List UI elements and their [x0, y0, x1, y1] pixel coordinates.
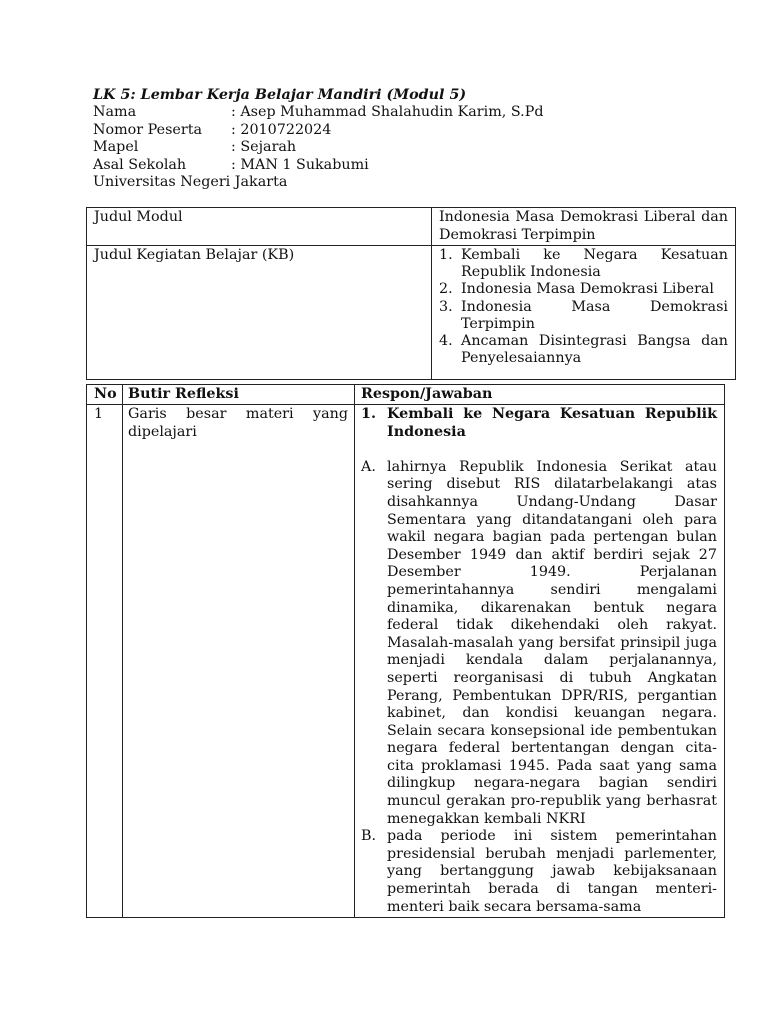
section-number: 1. — [361, 406, 376, 422]
butir-refleksi-text: Garis besar materi yang dipelajari — [123, 405, 355, 918]
section-heading — [361, 406, 717, 441]
field-value: : 2010722024 — [231, 121, 332, 138]
table-row — [87, 208, 736, 246]
list-number: 4. — [439, 333, 453, 350]
kb-label: Judul Kegiatan Belajar (KB) — [87, 246, 432, 380]
paragraph-letter: B. — [361, 828, 377, 845]
paragraph-b — [361, 828, 717, 916]
table-row — [87, 246, 736, 380]
field-value: : Asep Muhammad Shalahudin Karim, S.Pd — [231, 104, 544, 121]
paragraph-text: lahirnya Republik Indonesia Serikat atau sering disebut RIS dilatarbelakangi atas disahkannya Undang-Undang Dasar Sementara yang ditandatangani oleh para wakil negara bagian pada pertengan bulan Desember 1949 dan aktif berdiri sejak 27 Desember 1949. Perjalanan pemerintahannya sendiri mengalami dinamika, dikarenakan bentuk negara federal tidak dikehendaki oleh rakyat. Masalah-masalah yang bersifat prinsipil juga menjadi kendala dalam perjalanannya, seperti reorganisasi di tubuh Angkatan Perang, Pembentukan DPR/RIS, pergantian kabinet, dan kondisi keuangan negara. Selain secara konsepsional ide pembentukan negara federal bertentangan dengan cita-cita proklamasi 1945. Pada saat yang sama dilingkup negara-negara bagian sendiri muncul gerakan pro-republik yang berhasrat menegakkan kembali NKRI — [387, 458, 717, 827]
section-title: Kembali ke Negara Kesatuan Republik Indonesia — [387, 406, 717, 440]
paragraph-text: pada periode ini sistem pemerintahan presidensial berubah menjadi parlementer, yang bertanggung jawab kebijaksanaan pemerintah berada di tangan menteri-menteri baik secara bersama-sama — [387, 828, 717, 915]
field-mapel — [93, 139, 733, 156]
list-item — [439, 281, 728, 298]
column-header-no: No — [87, 385, 123, 405]
university-name: Universitas Negeri Jakarta — [93, 173, 288, 190]
table-header-row — [87, 385, 725, 405]
list-text: Ancaman Disintegrasi Bangsa dan Penyelesaiannya — [461, 333, 728, 367]
field-nomor-peserta — [93, 122, 733, 139]
judul-modul-label: Judul Modul — [87, 208, 432, 246]
field-asal-sekolah — [93, 157, 733, 174]
kb-list — [439, 247, 728, 367]
list-item — [439, 333, 728, 367]
field-value: : Sejarah — [231, 139, 297, 156]
table-row — [87, 405, 725, 918]
column-header-butir: Butir Refleksi — [123, 385, 355, 405]
field-label: Mapel — [93, 139, 139, 156]
list-number: 2. — [439, 281, 453, 298]
module-info-table — [86, 207, 736, 380]
list-text: Indonesia Masa Demokrasi Terpimpin — [461, 298, 728, 332]
kb-list-cell — [432, 246, 736, 380]
worksheet-title: LK 5: Lembar Kerja Belajar Mandiri (Modul 5) — [93, 87, 467, 103]
list-number: 3. — [439, 298, 453, 315]
list-text: Indonesia Masa Demokrasi Liberal — [461, 281, 715, 298]
paragraph-a — [361, 459, 717, 828]
paragraph-letter: A. — [361, 458, 376, 475]
judul-modul-value: Indonesia Masa Demokrasi Liberal dan Demokrasi Terpimpin — [432, 208, 736, 246]
field-nama — [93, 104, 733, 121]
list-item — [439, 247, 728, 281]
field-value: : MAN 1 Sukabumi — [231, 156, 369, 173]
list-item — [439, 299, 728, 333]
field-label: Nomor Peserta — [93, 121, 202, 138]
column-header-respon: Respon/Jawaban — [355, 385, 725, 405]
list-number: 1. — [439, 247, 453, 263]
worksheet-header — [93, 87, 733, 191]
respon-cell — [355, 405, 725, 918]
list-text: Kembali ke Negara Kesatuan Republik Indonesia — [461, 247, 728, 281]
reflection-table — [86, 384, 725, 918]
field-label: Nama — [93, 104, 137, 121]
field-label: Asal Sekolah — [93, 156, 187, 173]
row-number: 1 — [87, 405, 123, 918]
